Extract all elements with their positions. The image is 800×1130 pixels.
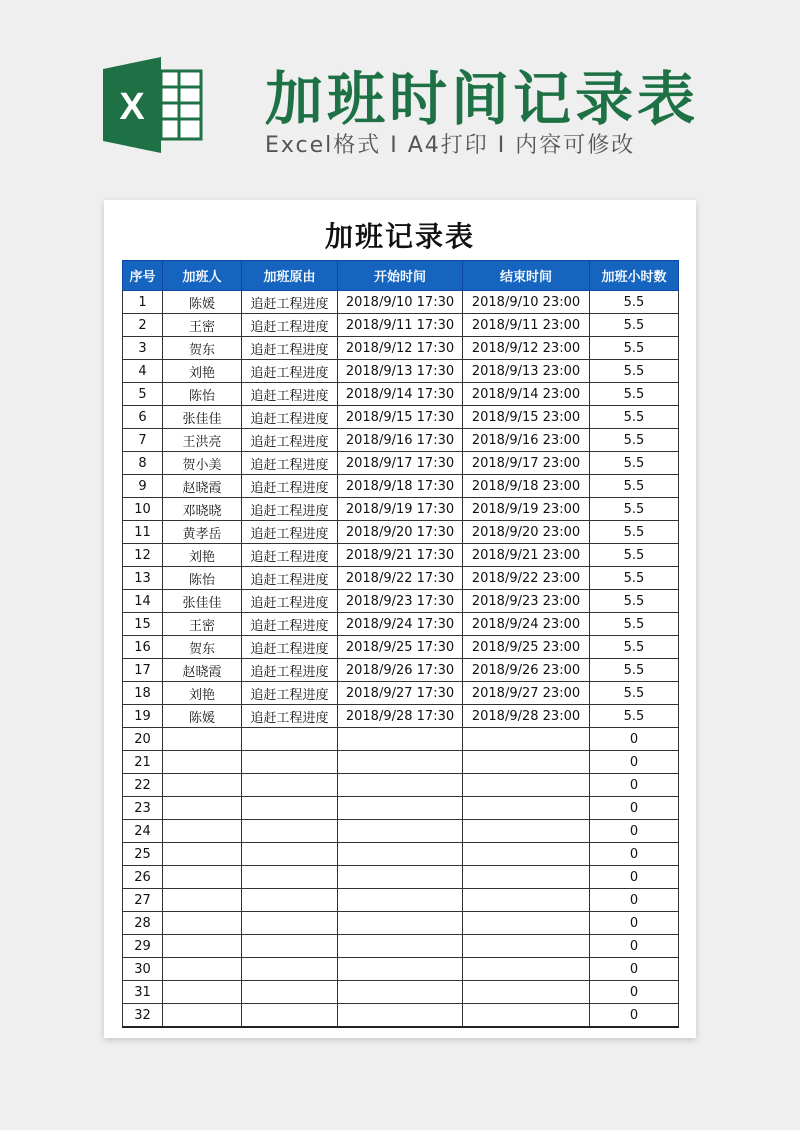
overtime-table [122,260,679,1028]
cell-person[interactable]: 张佳佳 [163,590,242,613]
cell-person[interactable]: 贺东 [163,337,242,360]
cell-reason[interactable]: 追赶工程进度 [242,314,338,337]
cell-start-time[interactable] [338,797,463,820]
cell-hours[interactable]: 5.5 [590,613,679,636]
cell-start-time[interactable] [338,912,463,935]
cell-hours[interactable]: 5.5 [590,429,679,452]
cell-start-time[interactable]: 2018/9/17 17:30 [338,452,463,475]
cell-reason[interactable] [242,774,338,797]
cell-hours[interactable]: 5.5 [590,406,679,429]
cell-hours[interactable]: 0 [590,1004,679,1028]
cell-start-time[interactable]: 2018/9/16 17:30 [338,429,463,452]
cell-end-time[interactable]: 2018/9/26 23:00 [463,659,590,682]
cell-reason[interactable]: 追赶工程进度 [242,475,338,498]
cell-reason[interactable]: 追赶工程进度 [242,544,338,567]
logo-letter: X [119,86,145,128]
cell-end-time[interactable]: 2018/9/13 23:00 [463,360,590,383]
cell-end-time[interactable]: 2018/9/16 23:00 [463,429,590,452]
cell-reason[interactable] [242,889,338,912]
cell-reason[interactable]: 追赶工程进度 [242,613,338,636]
cell-person[interactable] [163,843,242,866]
table-row [123,912,679,935]
banner-title: 加班时间记录表 [265,65,700,133]
cell-end-time[interactable]: 2018/9/24 23:00 [463,613,590,636]
cell-end-time[interactable] [463,1004,590,1028]
cell-hours[interactable]: 5.5 [590,383,679,406]
cell-reason[interactable]: 追赶工程进度 [242,360,338,383]
cell-end-time[interactable]: 2018/9/18 23:00 [463,475,590,498]
cell-person[interactable]: 贺小美 [163,452,242,475]
cell-reason[interactable]: 追赶工程进度 [242,291,338,314]
cell-hours[interactable]: 5.5 [590,590,679,613]
cell-reason[interactable] [242,728,338,751]
table-row [123,820,679,843]
table-row [123,728,679,751]
cell-index[interactable]: 29 [123,935,163,958]
cell-person[interactable] [163,912,242,935]
table-row [123,406,679,429]
cell-reason[interactable] [242,1004,338,1028]
cell-index[interactable]: 8 [123,452,163,475]
cell-reason[interactable]: 追赶工程进度 [242,567,338,590]
cell-reason[interactable]: 追赶工程进度 [242,521,338,544]
cell-hours[interactable]: 5.5 [590,314,679,337]
cell-start-time[interactable]: 2018/9/14 17:30 [338,383,463,406]
cell-person[interactable]: 王密 [163,314,242,337]
cell-end-time[interactable]: 2018/9/17 23:00 [463,452,590,475]
cell-start-time[interactable] [338,728,463,751]
cell-person[interactable]: 王洪亮 [163,429,242,452]
cell-index[interactable]: 19 [123,705,163,728]
cell-end-time[interactable] [463,935,590,958]
table-row [123,613,679,636]
table-row [123,935,679,958]
cell-index[interactable]: 27 [123,889,163,912]
cell-index[interactable]: 25 [123,843,163,866]
cell-end-time[interactable] [463,751,590,774]
cell-end-time[interactable]: 2018/9/28 23:00 [463,705,590,728]
cell-hours[interactable]: 0 [590,728,679,751]
table-row [123,1004,679,1028]
cell-start-time[interactable]: 2018/9/15 17:30 [338,406,463,429]
table-row [123,797,679,820]
cell-person[interactable]: 黄孝岳 [163,521,242,544]
table-row [123,498,679,521]
table-row [123,866,679,889]
cell-reason[interactable]: 追赶工程进度 [242,498,338,521]
table-row [123,889,679,912]
header-row [123,261,679,291]
cell-end-time[interactable]: 2018/9/11 23:00 [463,314,590,337]
cell-person[interactable]: 赵晓霞 [163,659,242,682]
cell-end-time[interactable]: 2018/9/22 23:00 [463,567,590,590]
cell-reason[interactable]: 追赶工程进度 [242,705,338,728]
cell-start-time[interactable]: 2018/9/19 17:30 [338,498,463,521]
cell-person[interactable] [163,774,242,797]
cell-start-time[interactable] [338,843,463,866]
cell-end-time[interactable] [463,912,590,935]
cell-person[interactable]: 刘艳 [163,682,242,705]
cell-index[interactable]: 22 [123,774,163,797]
cell-reason[interactable] [242,843,338,866]
banner [0,0,800,200]
cell-hours[interactable]: 0 [590,889,679,912]
cell-hours[interactable]: 5.5 [590,521,679,544]
cell-start-time[interactable]: 2018/9/10 17:30 [338,291,463,314]
cell-end-time[interactable]: 2018/9/20 23:00 [463,521,590,544]
cell-start-time[interactable]: 2018/9/23 17:30 [338,590,463,613]
cell-hours[interactable]: 0 [590,958,679,981]
excel-logo-icon [103,57,203,153]
cell-person[interactable]: 赵晓霞 [163,475,242,498]
cell-hours[interactable]: 5.5 [590,360,679,383]
cell-index[interactable]: 16 [123,636,163,659]
cell-reason[interactable]: 追赶工程进度 [242,337,338,360]
cell-index[interactable]: 4 [123,360,163,383]
cell-hours[interactable]: 5.5 [590,498,679,521]
cell-hours[interactable]: 5.5 [590,452,679,475]
cell-reason[interactable] [242,797,338,820]
sheet-title: 加班记录表 [324,220,475,253]
cell-end-time[interactable]: 2018/9/12 23:00 [463,337,590,360]
cell-start-time[interactable] [338,866,463,889]
cell-hours[interactable]: 0 [590,774,679,797]
cell-start-time[interactable]: 2018/9/25 17:30 [338,636,463,659]
cell-hours[interactable]: 0 [590,981,679,1004]
table-row [123,475,679,498]
table-row [123,314,679,337]
cell-person[interactable] [163,728,242,751]
cell-hours[interactable]: 5.5 [590,337,679,360]
cell-hours[interactable]: 5.5 [590,659,679,682]
spreadsheet-page [104,200,696,1038]
cell-end-time[interactable]: 2018/9/14 23:00 [463,383,590,406]
cell-start-time[interactable] [338,981,463,1004]
cell-start-time[interactable]: 2018/9/27 17:30 [338,682,463,705]
cell-end-time[interactable] [463,889,590,912]
cell-index[interactable]: 6 [123,406,163,429]
cell-reason[interactable]: 追赶工程进度 [242,383,338,406]
cell-reason[interactable] [242,958,338,981]
cell-person[interactable]: 刘艳 [163,360,242,383]
table-row [123,682,679,705]
cell-hours[interactable]: 0 [590,797,679,820]
cell-reason[interactable]: 追赶工程进度 [242,429,338,452]
cell-index[interactable]: 15 [123,613,163,636]
cell-index[interactable]: 31 [123,981,163,1004]
cell-index[interactable]: 30 [123,958,163,981]
cell-end-time[interactable]: 2018/9/27 23:00 [463,682,590,705]
cell-person[interactable]: 张佳佳 [163,406,242,429]
cell-index[interactable]: 21 [123,751,163,774]
cell-start-time[interactable]: 2018/9/12 17:30 [338,337,463,360]
cell-start-time[interactable] [338,751,463,774]
cell-hours[interactable]: 0 [590,935,679,958]
table-row [123,337,679,360]
cell-index[interactable]: 11 [123,521,163,544]
cell-person[interactable] [163,1004,242,1028]
cell-hours[interactable]: 0 [590,866,679,889]
cell-reason[interactable] [242,981,338,1004]
cell-hours[interactable]: 5.5 [590,682,679,705]
cell-end-time[interactable]: 2018/9/10 23:00 [463,291,590,314]
cell-person[interactable]: 刘艳 [163,544,242,567]
cell-reason[interactable] [242,820,338,843]
cell-person[interactable] [163,751,242,774]
banner-subtitle: Excel格式 I A4打印 I 内容可修改 [265,133,636,158]
cell-hours[interactable]: 0 [590,820,679,843]
cell-index[interactable]: 17 [123,659,163,682]
cell-start-time[interactable] [338,1004,463,1028]
cell-index[interactable]: 7 [123,429,163,452]
cell-start-time[interactable]: 2018/9/24 17:30 [338,613,463,636]
table-row [123,751,679,774]
cell-end-time[interactable] [463,820,590,843]
table-row [123,429,679,452]
column-header: 加班人 [163,261,242,291]
cell-reason[interactable]: 追赶工程进度 [242,406,338,429]
cell-index[interactable]: 20 [123,728,163,751]
cell-person[interactable]: 贺东 [163,636,242,659]
cell-end-time[interactable]: 2018/9/19 23:00 [463,498,590,521]
cell-person[interactable]: 陈怡 [163,567,242,590]
cell-start-time[interactable]: 2018/9/26 17:30 [338,659,463,682]
table-row [123,360,679,383]
table-row [123,659,679,682]
cell-start-time[interactable] [338,889,463,912]
cell-index[interactable]: 2 [123,314,163,337]
cell-person[interactable]: 陈媛 [163,705,242,728]
table-row [123,521,679,544]
cell-end-time[interactable] [463,981,590,1004]
cell-hours[interactable]: 0 [590,843,679,866]
cell-reason[interactable]: 追赶工程进度 [242,659,338,682]
cell-start-time[interactable] [338,958,463,981]
cell-index[interactable]: 10 [123,498,163,521]
cell-hours[interactable]: 5.5 [590,567,679,590]
cell-index[interactable]: 26 [123,866,163,889]
cell-hours[interactable]: 5.5 [590,636,679,659]
table-row [123,452,679,475]
cell-index[interactable]: 9 [123,475,163,498]
cell-index[interactable]: 12 [123,544,163,567]
cell-index[interactable]: 23 [123,797,163,820]
cell-end-time[interactable]: 2018/9/23 23:00 [463,590,590,613]
cell-end-time[interactable]: 2018/9/15 23:00 [463,406,590,429]
cell-index[interactable]: 13 [123,567,163,590]
cell-end-time[interactable]: 2018/9/25 23:00 [463,636,590,659]
cell-start-time[interactable]: 2018/9/28 17:30 [338,705,463,728]
cell-hours[interactable]: 5.5 [590,544,679,567]
cell-end-time[interactable] [463,866,590,889]
table-row [123,958,679,981]
cell-reason[interactable]: 追赶工程进度 [242,590,338,613]
cell-reason[interactable]: 追赶工程进度 [242,682,338,705]
cell-person[interactable] [163,820,242,843]
cell-start-time[interactable]: 2018/9/13 17:30 [338,360,463,383]
column-header: 结束时间 [463,261,590,291]
table-row [123,981,679,1004]
cell-end-time[interactable]: 2018/9/21 23:00 [463,544,590,567]
cell-hours[interactable]: 0 [590,751,679,774]
table-row [123,705,679,728]
table-row [123,567,679,590]
cell-person[interactable] [163,981,242,1004]
table-row [123,383,679,406]
cell-reason[interactable]: 追赶工程进度 [242,636,338,659]
cell-person[interactable] [163,935,242,958]
cell-start-time[interactable]: 2018/9/18 17:30 [338,475,463,498]
cell-start-time[interactable]: 2018/9/21 17:30 [338,544,463,567]
cell-end-time[interactable] [463,958,590,981]
table-row [123,843,679,866]
cell-hours[interactable]: 5.5 [590,291,679,314]
table-row [123,291,679,314]
cell-index[interactable]: 18 [123,682,163,705]
table-row [123,774,679,797]
cell-reason[interactable] [242,866,338,889]
cell-person[interactable] [163,889,242,912]
cell-end-time[interactable] [463,728,590,751]
cell-end-time[interactable] [463,797,590,820]
table-row [123,636,679,659]
cell-hours[interactable]: 5.5 [590,475,679,498]
column-header: 加班小时数 [590,261,679,291]
table-row [123,544,679,567]
cell-index[interactable]: 24 [123,820,163,843]
cell-start-time[interactable]: 2018/9/11 17:30 [338,314,463,337]
cell-hours[interactable]: 5.5 [590,705,679,728]
cell-person[interactable] [163,958,242,981]
cell-index[interactable]: 32 [123,1004,163,1028]
cell-index[interactable]: 3 [123,337,163,360]
cell-person[interactable] [163,797,242,820]
cell-reason[interactable] [242,751,338,774]
cell-start-time[interactable]: 2018/9/22 17:30 [338,567,463,590]
table-row [123,590,679,613]
cell-start-time[interactable] [338,774,463,797]
cell-index[interactable]: 5 [123,383,163,406]
column-header: 加班原由 [242,261,338,291]
cell-reason[interactable] [242,935,338,958]
cell-end-time[interactable] [463,843,590,866]
cell-start-time[interactable]: 2018/9/20 17:30 [338,521,463,544]
cell-person[interactable] [163,866,242,889]
column-header: 序号 [123,261,163,291]
cell-hours[interactable]: 0 [590,912,679,935]
cell-end-time[interactable] [463,774,590,797]
cell-start-time[interactable] [338,935,463,958]
cell-start-time[interactable] [338,820,463,843]
cell-reason[interactable]: 追赶工程进度 [242,452,338,475]
cell-person[interactable]: 王密 [163,613,242,636]
cell-reason[interactable] [242,912,338,935]
cell-person[interactable]: 陈怡 [163,383,242,406]
cell-index[interactable]: 28 [123,912,163,935]
cell-person[interactable]: 陈媛 [163,291,242,314]
cell-index[interactable]: 14 [123,590,163,613]
cell-person[interactable]: 邓晓晓 [163,498,242,521]
cell-index[interactable]: 1 [123,291,163,314]
column-header: 开始时间 [338,261,463,291]
